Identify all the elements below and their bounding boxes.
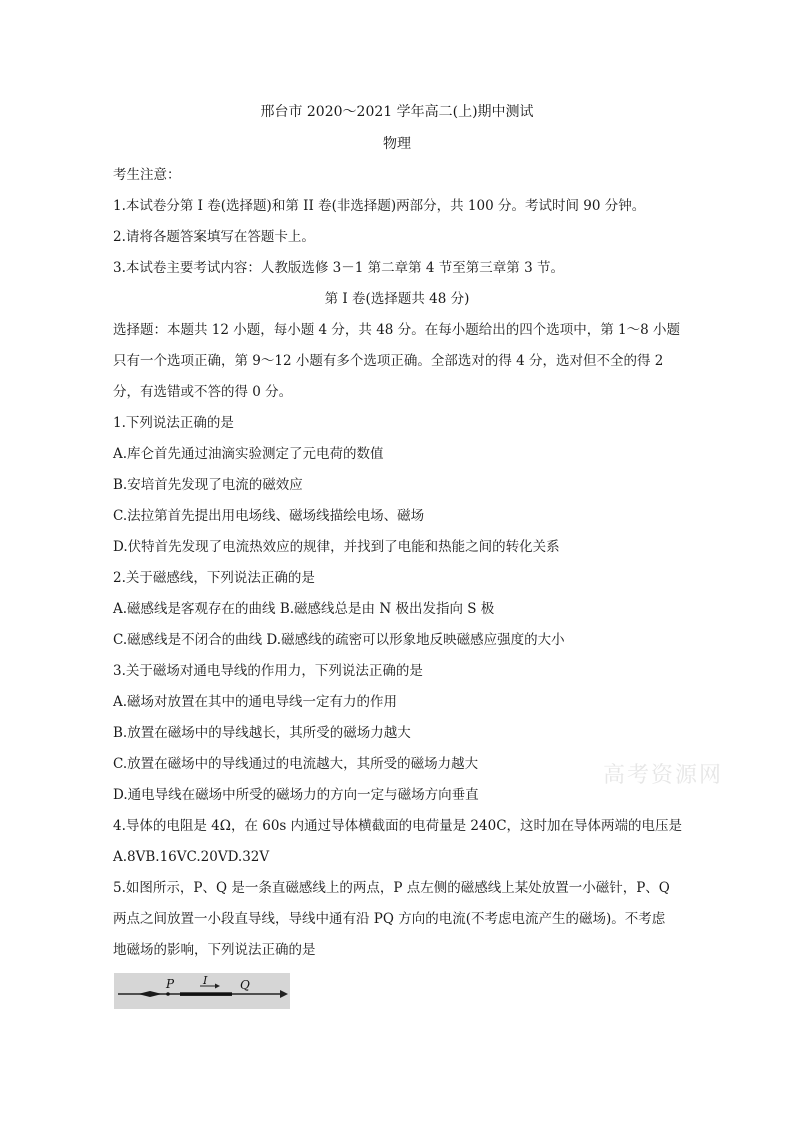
q1-stem: 1.下列说法正确的是 (113, 415, 234, 431)
q2-options-cd: C.磁感线是不闭合的曲线 D.磁感线的疏密可以形象地反映磁感应强度的大小 (113, 632, 565, 648)
subject-title: 物理 (383, 136, 411, 152)
notice-heading: 考生注意： (113, 167, 181, 183)
q5-stem-line-3: 地磁场的影响，下列说法正确的是 (113, 942, 316, 958)
q1-option-d: D.伏特首先发现了电流热效应的规律，并找到了电能和热能之间的转化关系 (113, 539, 560, 555)
q5-stem-line-2: 两点之间放置一小段直导线，导线中通有沿 PQ 方向的电流(不考虑电流产生的磁场)。不考虑 (113, 911, 666, 927)
magnetic-line-figure (114, 973, 290, 1009)
q2-options-ab: A.磁感线是客观存在的曲线 B.磁感线总是由 N 极出发指向 S 极 (113, 601, 495, 617)
q1-option-c: C.法拉第首先提出用电场线、磁场线描绘电场、磁场 (113, 508, 425, 524)
instructions-line-3: 分，有选错或不答的得 0 分。 (113, 384, 293, 400)
instructions-line-1: 选择题：本题共 12 小题，每小题 4 分，共 48 分。在每小题给出的四个选项中，第 1～8 小题 (113, 322, 680, 338)
q3-option-a: A.磁场对放置在其中的通电导线一定有力的作用 (113, 694, 398, 710)
section-title: 第 I 卷(选择题共 48 分) (324, 291, 470, 307)
q1-option-b: B.安培首先发现了电流的磁效应 (113, 477, 303, 493)
notice-item-3: 3.本试卷主要考试内容：人教版选修 3－1 第二章第 4 节至第三章第 3 节。 (113, 260, 564, 276)
q3-option-c: C.放置在磁场中的导线通过的电流越大，其所受的磁场力越大 (113, 756, 479, 772)
q3-option-b: B.放置在磁场中的导线越长，其所受的磁场力越大 (113, 725, 411, 741)
q4-options: A.8VB.16VC.20VD.32V (113, 849, 270, 865)
notice-item-1: 1.本试卷分第 I 卷(选择题)和第 II 卷(非选择题)两部分，共 100 分。考试时间 90 分钟。 (113, 198, 646, 214)
q2-stem: 2.关于磁感线，下列说法正确的是 (113, 570, 315, 586)
instructions-line-2: 只有一个选项正确，第 9～12 小题有多个选项正确。全部选对的得 4 分，选对但不全的得 2 (113, 353, 664, 369)
label-i: I (203, 974, 208, 987)
q3-stem: 3.关于磁场对通电导线的作用力，下列说法正确的是 (113, 663, 423, 679)
wire-segment (180, 992, 232, 996)
watermark-text: 高考资源网 (603, 763, 724, 788)
label-q: Q (240, 978, 250, 992)
q4-stem: 4.导体的电阻是 4Ω，在 60s 内通过导体横截面的电荷量是 240C，这时加在导体两端的电压是 (113, 818, 683, 834)
figure-background (114, 973, 290, 1009)
exam-title: 邢台市 2020～2021 学年高二(上)期中测试 (260, 104, 534, 120)
q5-stem-line-1: 5.如图所示，P、Q 是一条直磁感线上的两点，P 点左侧的磁感线上某处放置一小磁针，P、Q (113, 880, 670, 896)
q1-option-a: A.库仑首先通过油滴实验测定了元电荷的数值 (113, 446, 384, 462)
label-p: P (166, 977, 175, 991)
point-p-dot (166, 992, 170, 996)
notice-item-2: 2.请将各题答案填写在答题卡上。 (113, 229, 315, 245)
q3-option-d: D.通电导线在磁场中所受的磁场力的方向一定与磁场方向垂直 (113, 787, 479, 803)
